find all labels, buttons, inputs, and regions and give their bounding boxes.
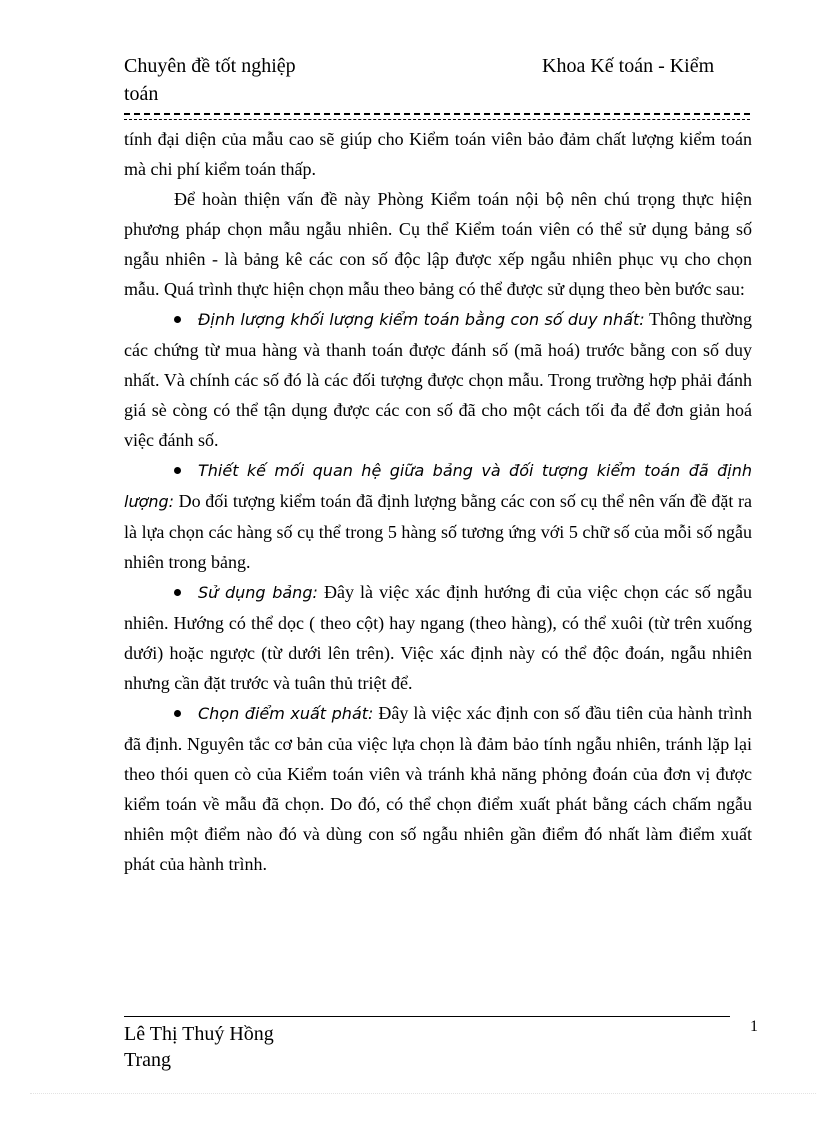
footer-divider — [124, 1016, 730, 1017]
header-department-continuation: toán — [124, 83, 159, 105]
author-name: Lê Thị Thuý Hồng — [124, 1023, 274, 1045]
bullet-text: Đây là việc xác định con số đầu tiên của hành trình đã định. Nguyên tắc cơ bản của việc lựa chọn là đảm bảo tính ngẫu nhiên, tránh lặp lại theo thói quen cò của Kiểm toán viên và tránh khả năng phỏng đoán của đơn vị được kiểm toán về mẫu đã chọn. Do đó, có thể chọn điểm xuất phát bằng cách chấm ngẫu nhiên một điểm nào đó và dùng con số ngẫu nhiên gần điểm đó nhất làm điểm xuất phát của hành trình. — [124, 703, 752, 874]
bullet-item — [124, 577, 752, 698]
bullet-text: Do đối tượng kiểm toán đã định lượng bằng các con số cụ thể nên vấn đề đặt ra là lựa chọn các hàng số cụ thể trong 5 hàng số tương ứng với 5 chữ số của mỗi số ngẫu nhiên trong bảng. — [124, 491, 752, 572]
page-number: 1 — [750, 1018, 758, 1035]
document-body — [124, 124, 752, 879]
page-edge-divider — [30, 1093, 816, 1094]
paragraph: tính đại diện của mẫu cao sẽ giúp cho Kiểm toán viên bảo đảm chất lượng kiểm toán mà chi phí kiểm toán thấp. — [124, 129, 752, 179]
bullet-dot-icon — [174, 316, 181, 323]
header-divider — [124, 113, 750, 120]
bullet-text: Đây là việc xác định hướng đi của việc chọn các số ngẫu nhiên. Hướng có thể dọc ( theo cột) hay ngang (theo hàng), có thể xuôi (từ trên xuống dưới) hoặc ngược (từ dưới lên trên). Việc xác định này có thể độc đoán, ngẫu nhiên nhưng cần đặt trước và tuân thủ triệt để. — [124, 582, 752, 693]
bullet-lead: Sử dụng bảng: — [198, 583, 318, 602]
bullet-text: Thông thường các chứng từ mua hàng và thanh toán được đánh số (mã hoá) trước bằng con số duy nhất. Và chính các số đó là các đối tượng được chọn mẫu. Trong trường hợp phải đánh giá sè còng có thể tận dụng được các con số đã cho một cách tối đa để đơn giản hoá việc đánh số. — [124, 309, 752, 450]
header-title: Chuyên đề tốt nghiệp — [124, 55, 296, 77]
bullet-lead: Định lượng khối lượng kiểm toán bằng con số duy nhất: — [198, 310, 645, 329]
bullet-item — [124, 698, 752, 879]
bullet-item — [124, 455, 752, 577]
bullet-dot-icon — [174, 589, 181, 596]
bullet-lead: Thiết kế mối quan hệ giữa bảng và đối tượng kiểm toán đã định lượng: — [124, 461, 752, 511]
footer-author — [124, 1021, 274, 1073]
bullet-item — [124, 304, 752, 455]
paragraph: Để hoàn thiện vấn đề này Phòng Kiểm toán nội bộ nên chú trọng thực hiện phương pháp chọn mẫu ngẫu nhiên. Cụ thể Kiểm toán viên có thể sử dụng bảng số ngẫu nhiên - là bảng kê các con số độc lập được xếp ngẫu nhiên phục vụ cho chọn mẫu. Quá trình thực hiện chọn mẫu theo bảng có thể được sử dụng theo bèn bước sau: — [124, 189, 752, 299]
bullet-dot-icon — [174, 710, 181, 717]
bullet-lead: Chọn điểm xuất phát: — [198, 704, 374, 723]
author-name-continuation: Trang — [124, 1049, 172, 1071]
header-department: Khoa Kế toán - Kiểm — [542, 55, 715, 77]
bullet-dot-icon — [174, 467, 181, 474]
